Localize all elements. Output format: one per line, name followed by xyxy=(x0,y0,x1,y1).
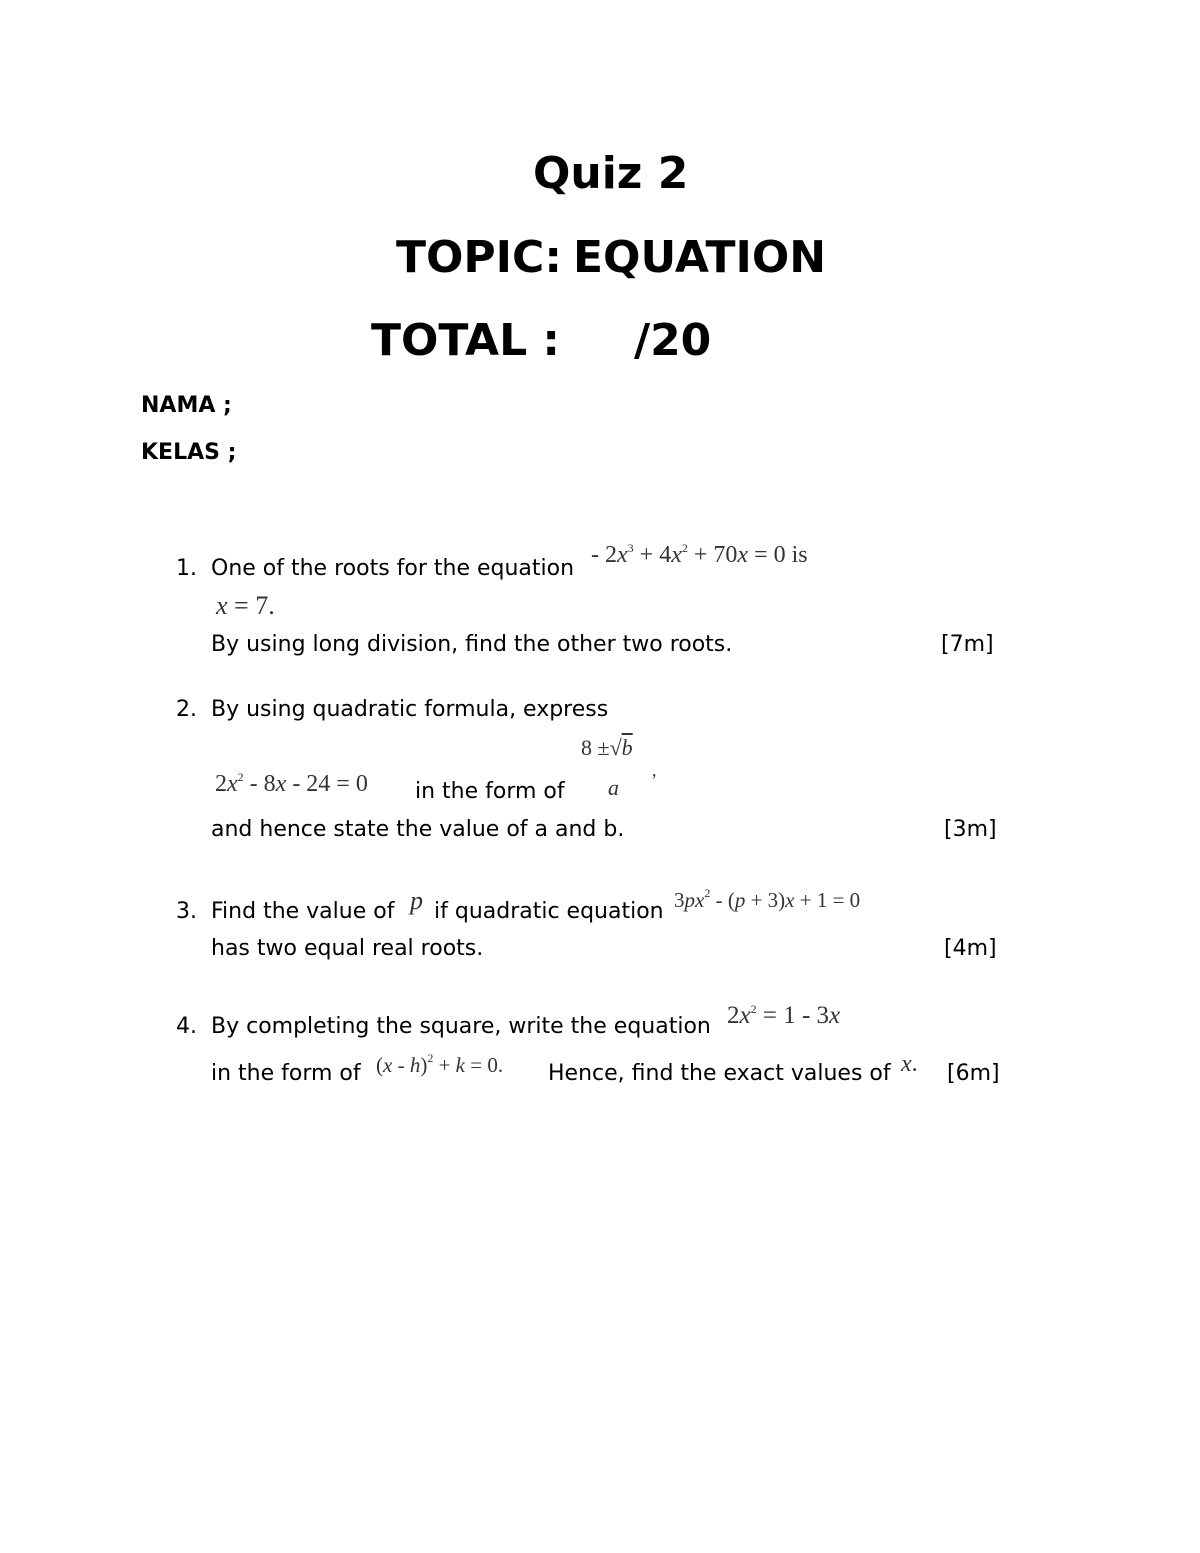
topic-label: TOPIC: xyxy=(396,232,562,283)
q1-number: 1. xyxy=(176,556,197,581)
q4-text-a: By completing the square, write the equation xyxy=(211,1014,711,1039)
q3-text-a: Find the value of xyxy=(211,899,395,924)
q3-number: 3. xyxy=(176,899,197,924)
q4-text-mid: Hence, find the exact values of xyxy=(548,1061,891,1086)
q4-equation: $2x^2 = 1 - 3x$ xyxy=(727,1002,841,1029)
q1-text-a: One of the roots for the equation xyxy=(211,556,575,581)
q1-root: x = 7. xyxy=(216,591,275,620)
q3-text-mid: if quadratic equation xyxy=(434,899,664,924)
q4-var-x: x. xyxy=(901,1051,918,1077)
total-label: TOTAL : xyxy=(371,315,561,366)
q4-text-form: in the form of xyxy=(211,1061,361,1086)
q2-text-b: and hence state the value of a and b. xyxy=(211,817,625,842)
q2-text-a: By using quadratic formula, express xyxy=(211,697,609,722)
q3-marks: [4m] xyxy=(944,936,997,961)
q1-equation: - $2x^3 + 4x^2 + 70x = 0$ is xyxy=(591,541,808,568)
q2-marks: [3m] xyxy=(944,817,997,842)
kelas-field: KELAS ; xyxy=(141,440,237,465)
q3-var-p: p xyxy=(410,886,423,915)
q3-text-b: has two equal real roots. xyxy=(211,936,484,961)
total-value: /20 xyxy=(634,315,712,366)
quiz-title: Quiz 2 xyxy=(533,148,689,199)
q4-form-expression: (x - h)$^2$ + k = 0. xyxy=(376,1051,504,1077)
q2-text-form: in the form of xyxy=(415,779,565,804)
nama-field: NAMA ; xyxy=(141,393,232,418)
q1-marks: [7m] xyxy=(941,632,994,657)
q1-text-b: By using long division, find the other two roots. xyxy=(211,632,733,657)
q2-form-numerator: 8 ±√b xyxy=(581,735,633,760)
q4-number: 4. xyxy=(176,1014,197,1039)
q4-marks: [6m] xyxy=(947,1061,1000,1086)
q2-equation: $2x^2 - 8x - 24 = 0$ xyxy=(215,770,368,797)
q2-number: 2. xyxy=(176,697,197,722)
topic-value: EQUATION xyxy=(573,232,827,283)
q2-comma: , xyxy=(652,760,657,780)
q2-form-denominator: a xyxy=(608,775,619,800)
q3-equation: $3px^2 - (p + 3)x + 1 = 0$ xyxy=(674,886,861,912)
